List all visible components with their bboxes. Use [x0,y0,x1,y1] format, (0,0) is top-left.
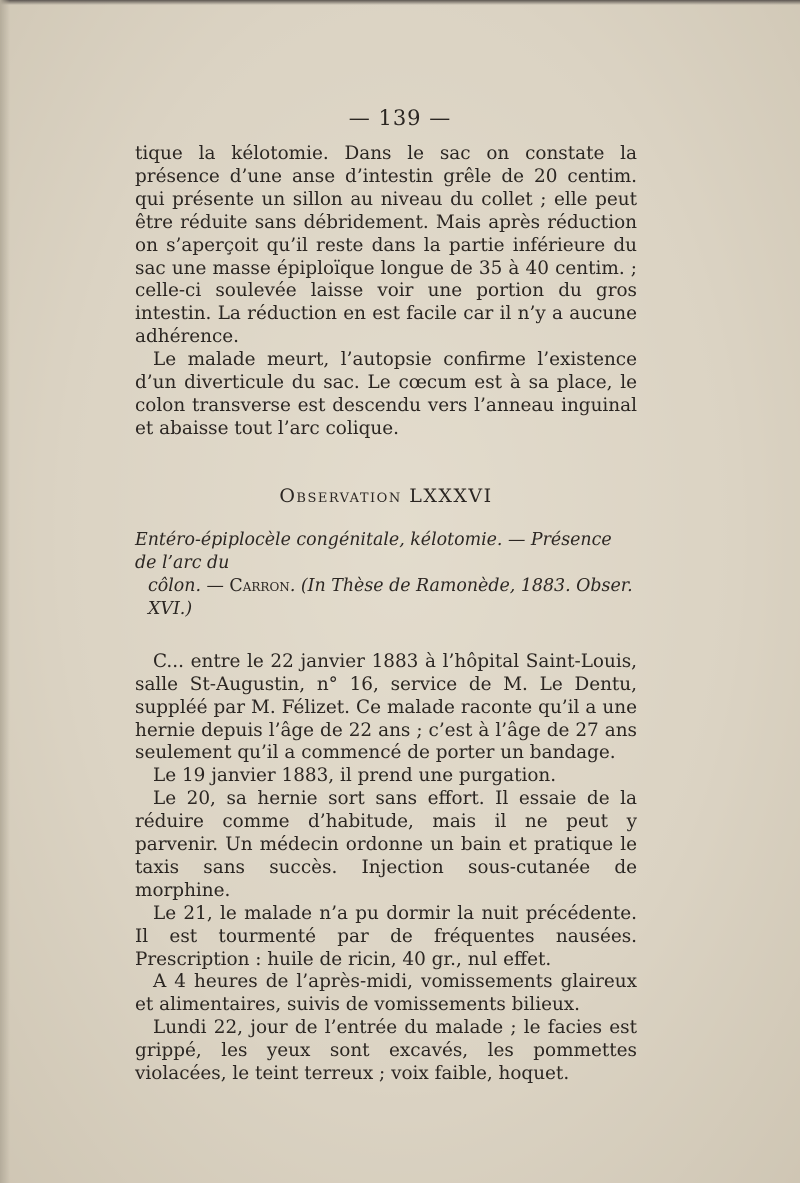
intro-paragraph-1: tique la kélotomie. Dans le sac on constate la présence d’une anse d’intestin grêle de 20 centim. qui présente un sillon au niveau du collet ; elle peut être réduite sans débridement. Mais après réduction on s’aperçoit qu’il reste dans la partie inférieure du sac une masse épiploïque longue de 35 à 40 centim. ; celle-ci soulevée laisse voir une portion du gros intestin. La réduction en est facile car il n’y a aucune adhérence. [135,143,637,348]
body-paragraph-6: Lundi 22, jour de l’entrée du malade ; le facies est grippé, les yeux sont excavés, les pommettes violacées, le teint terreux ; voix faible, hoquet. [135,1017,637,1085]
body-paragraph-5: A 4 heures de l’après-midi, vomissements glaireux et alimentaires, suivis de vomissements bilieux. [135,971,637,1016]
text-block [135,143,637,1086]
observation-body [135,651,637,1086]
page-top-edge [0,0,800,5]
caption-line-2 [135,575,637,621]
page-left-edge [0,0,10,1183]
caption-line-2-start: côlon. — [148,575,230,596]
caption-line-2-end: . (In Thèse de Ramonède, 1883. Obser. XVI.) [148,575,633,619]
intro-paragraph-2: Le malade meurt, l’autopsie confirme l’existence d’un diverticule du sac. Le cœcum est à sa place, le colon transverse est descendu vers l’anneau inguinal et abaisse tout l’arc colique. [135,349,637,439]
caption-author: Carron [229,575,290,596]
body-paragraph-1: C... entre le 22 janvier 1883 à l’hôpital Saint-Louis, salle St-Augustin, n° 16, service de M. Le Dentu, suppléé par M. Félizet. Ce malade raconte qu’il a une hernie depuis l’âge de 22 ans ; c’est à l’âge de 27 ans seulement qu’il a commencé de porter un bandage. [135,650,637,764]
observation-title: Observation LXXXVI [279,484,493,507]
caption-line-1: Entéro-épiplocèle congénitale, kélotomie. — Présence de l’arc du [135,529,612,573]
body-paragraph-2: Le 19 janvier 1883, il prend une purgation. [153,765,557,787]
body-paragraph-3: Le 20, sa hernie sort sans effort. Il essaie de la réduire comme d’habitude, mais il ne peut y parvenir. Un médecin ordonne un bain et pratique le taxis sans succès. Injection sous-cutanée de morphine. [135,788,637,901]
page-number: — 139 — [348,106,452,130]
body-paragraph-4: Le 21, le malade n’a pu dormir la nuit précédente. Il est tourmenté par de fréquentes nausées. Prescription : huile de ricin, 40 gr., nul effet. [135,902,637,970]
observation-caption [135,529,637,621]
